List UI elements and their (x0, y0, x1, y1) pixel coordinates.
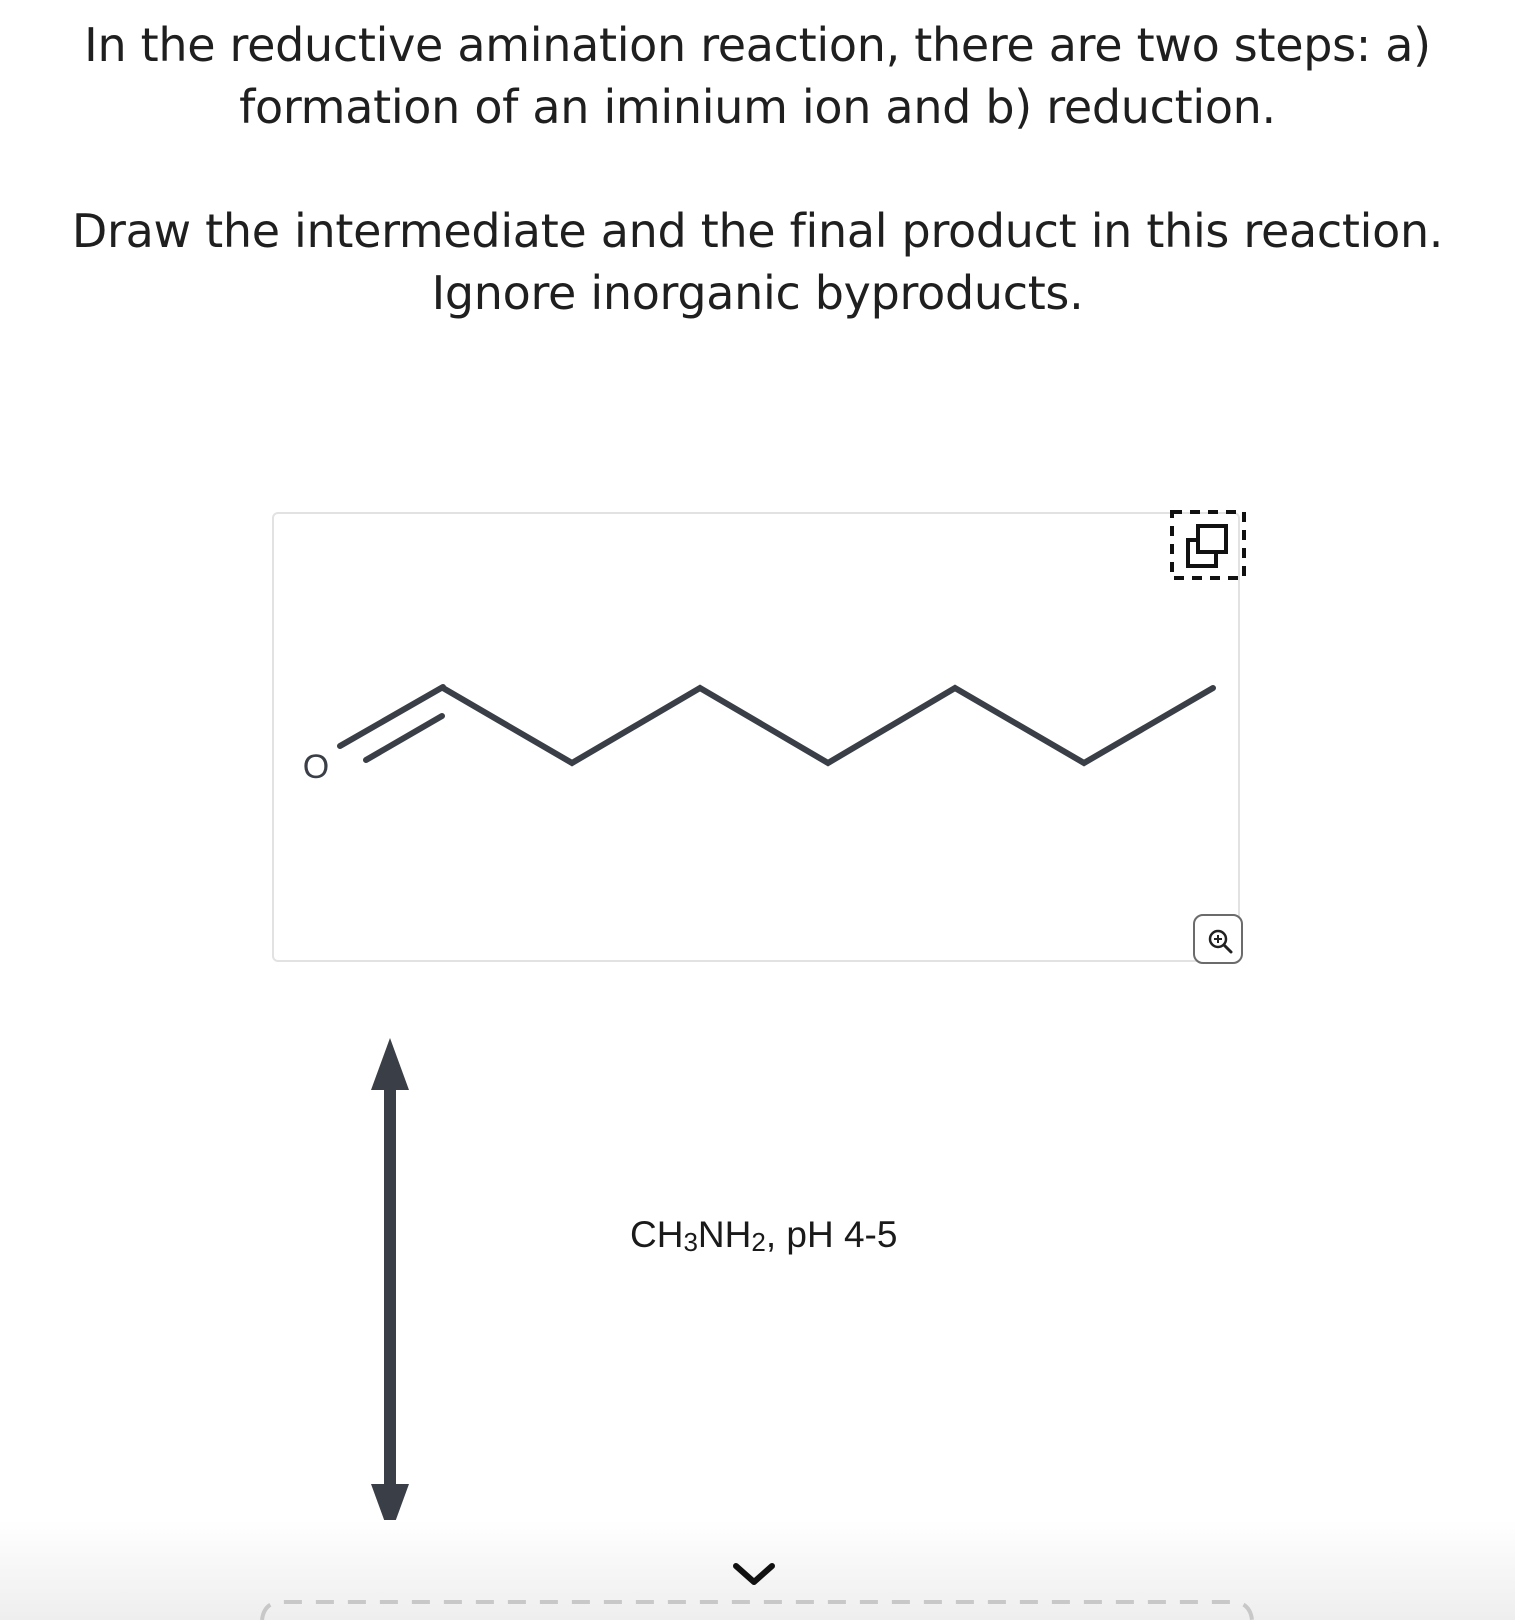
reagent-subscript-2: 2 (751, 1227, 766, 1257)
question-line-1: In the reductive amination reaction, there are two steps: a) (84, 18, 1431, 72)
reagent-label (630, 1214, 897, 1256)
question-line-3: Draw the intermediate and the final product in this reaction. (71, 204, 1444, 258)
question-line-4: Ignore inorganic byproducts. (431, 266, 1084, 320)
zoom-button[interactable] (1193, 914, 1243, 964)
reagent-part-ch: CH (630, 1214, 684, 1255)
double-headed-vertical-arrow-icon (360, 1036, 420, 1542)
reagent-part-nh: NH (697, 1214, 752, 1255)
reagent-part-ph: , pH 4-5 (765, 1214, 898, 1255)
carbon-chain (443, 688, 1213, 763)
question-line-2: formation of an iminium ion and b) reduction. (239, 80, 1276, 134)
copy-to-editor-icon (1168, 508, 1248, 584)
oxygen-atom-label: O (302, 748, 330, 786)
chevron-down-icon[interactable] (730, 1560, 778, 1590)
reagent-subscript-3: 3 (683, 1227, 698, 1257)
answer-drop-area-outline[interactable] (0, 1590, 1515, 1620)
copy-molecule-button[interactable] (1168, 508, 1248, 584)
carbonyl-double-bond-outer (340, 687, 443, 746)
zoom-in-icon (1207, 928, 1233, 954)
